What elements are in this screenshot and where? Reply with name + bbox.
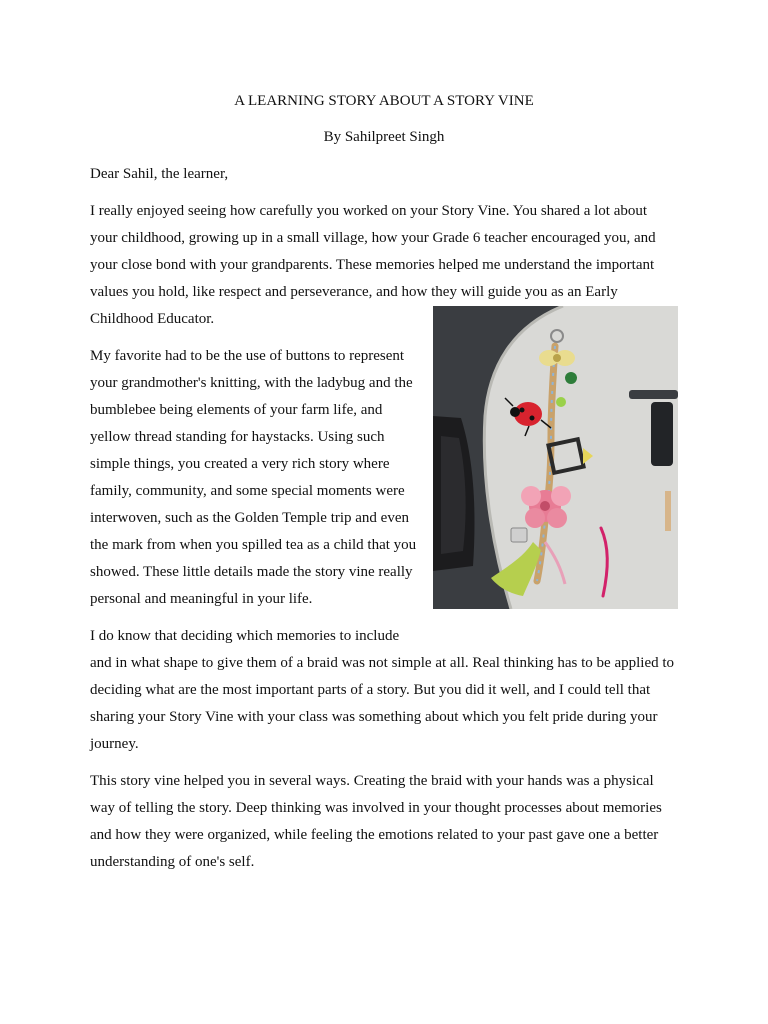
story-vine-photo (433, 306, 678, 609)
photo-phone-strap (629, 390, 678, 399)
paragraph-3-start: I do know that deciding which memories to include (90, 628, 400, 644)
salutation: Dear Sahil, the learner, (90, 166, 229, 182)
document-byline: By Sahilpreet Singh (323, 129, 445, 145)
paragraph-1: I really enjoyed seeing how carefully you worked on your Story Vine. You shared a lot about your childhood, growing up in a small village, how your Grade 6 teacher encouraged you, and your close bond with your grandparents. These memories helped me understand the important values you hold, like respect and perseverance, and how they will guide you as an Early (90, 203, 656, 300)
paragraph-2: My favorite had to be the use of buttons to represent your grandmother's knitting, with the ladybug and the bumblebee being elements of your farm life, and yellow thread standing for haystacks. Using such simple things, you created a very rich story where family, community, and some special moments were interwoven, such as the Golden Temple trip and even the mark from when you spilled tea as a child that you showed. These little details made the story vine really personal and meaningful in your life. (90, 348, 417, 607)
paragraph-3: and in what shape to give them of a braid was not simple at all. Real thinking has to be applied to deciding what are the most important parts of a story. But you did it well, and I could tell that sharing your Story Vine with your class was something about which you felt pride during your journey. (90, 655, 675, 752)
document-page (90, 88, 678, 886)
photo-phone (651, 402, 673, 466)
paragraph-1-end: Childhood Educator. (90, 311, 215, 327)
document-title: A LEARNING STORY ABOUT A STORY VINE (234, 93, 534, 109)
photo-bow-knot (553, 354, 561, 362)
photo-green-bead (565, 372, 577, 384)
photo-pencil (665, 491, 671, 531)
paragraph-4: This story vine helped you in several ways. Creating the braid with your hands was a physical way of telling the story. Deep thinking was involved in your thought processes about memories and how they were organized, while feeling the emotions related to your past gave one a better understanding of one's self. (90, 773, 662, 870)
